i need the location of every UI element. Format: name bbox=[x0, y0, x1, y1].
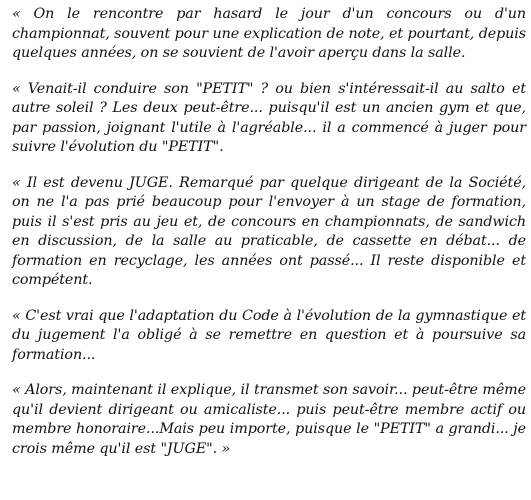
paragraph-1: « On le rencontre par hasard le jour d'un concours ou d'un championnat, souvent pour une explication de note, et pourtant, depuis quelques années, on se souvient de l'avoir aperçu dans la salle. bbox=[12, 6, 526, 61]
paragraph-2: « Venait-il conduire son "PETIT" ? ou bien s'intéressait-il au salto et autre soleil ? Les deux peut-être... puisqu'il est un ancien gym et que, par passion, joignant l'utile à l'agréable... il a commencé à juger pour suivre l'évolution du "PETIT". bbox=[12, 80, 526, 155]
paragraph-3: « Il est devenu JUGE. Remarqué par quelque dirigeant de la Société, on ne l'a pas prié beaucoup pour l'envoyer à un stage de formation, puis il s'est pris au jeu et, de concours en championnats, de sandwich en discussion, de la salle au praticable, de cassette en débat... de formation en recyclage, les années ont passé... Il reste disponible et compétent. bbox=[12, 174, 526, 288]
paragraph-4: « C'est vrai que l'adaptation du Code à l'évolution de la gymnastique et du jugement l'a obligé à se remettre en question et à poursuive sa formation... bbox=[12, 307, 526, 363]
paragraph-5: « Alors, maintenant il explique, il transmet son savoir... peut-être même qu'il devient dirigeant ou amicaliste... puis peut-être membre actif ou membre honoraire...Mais peu importe, puisque le "PETIT" a grandi... je crois même qu'il est "JUGE". » bbox=[12, 382, 526, 457]
